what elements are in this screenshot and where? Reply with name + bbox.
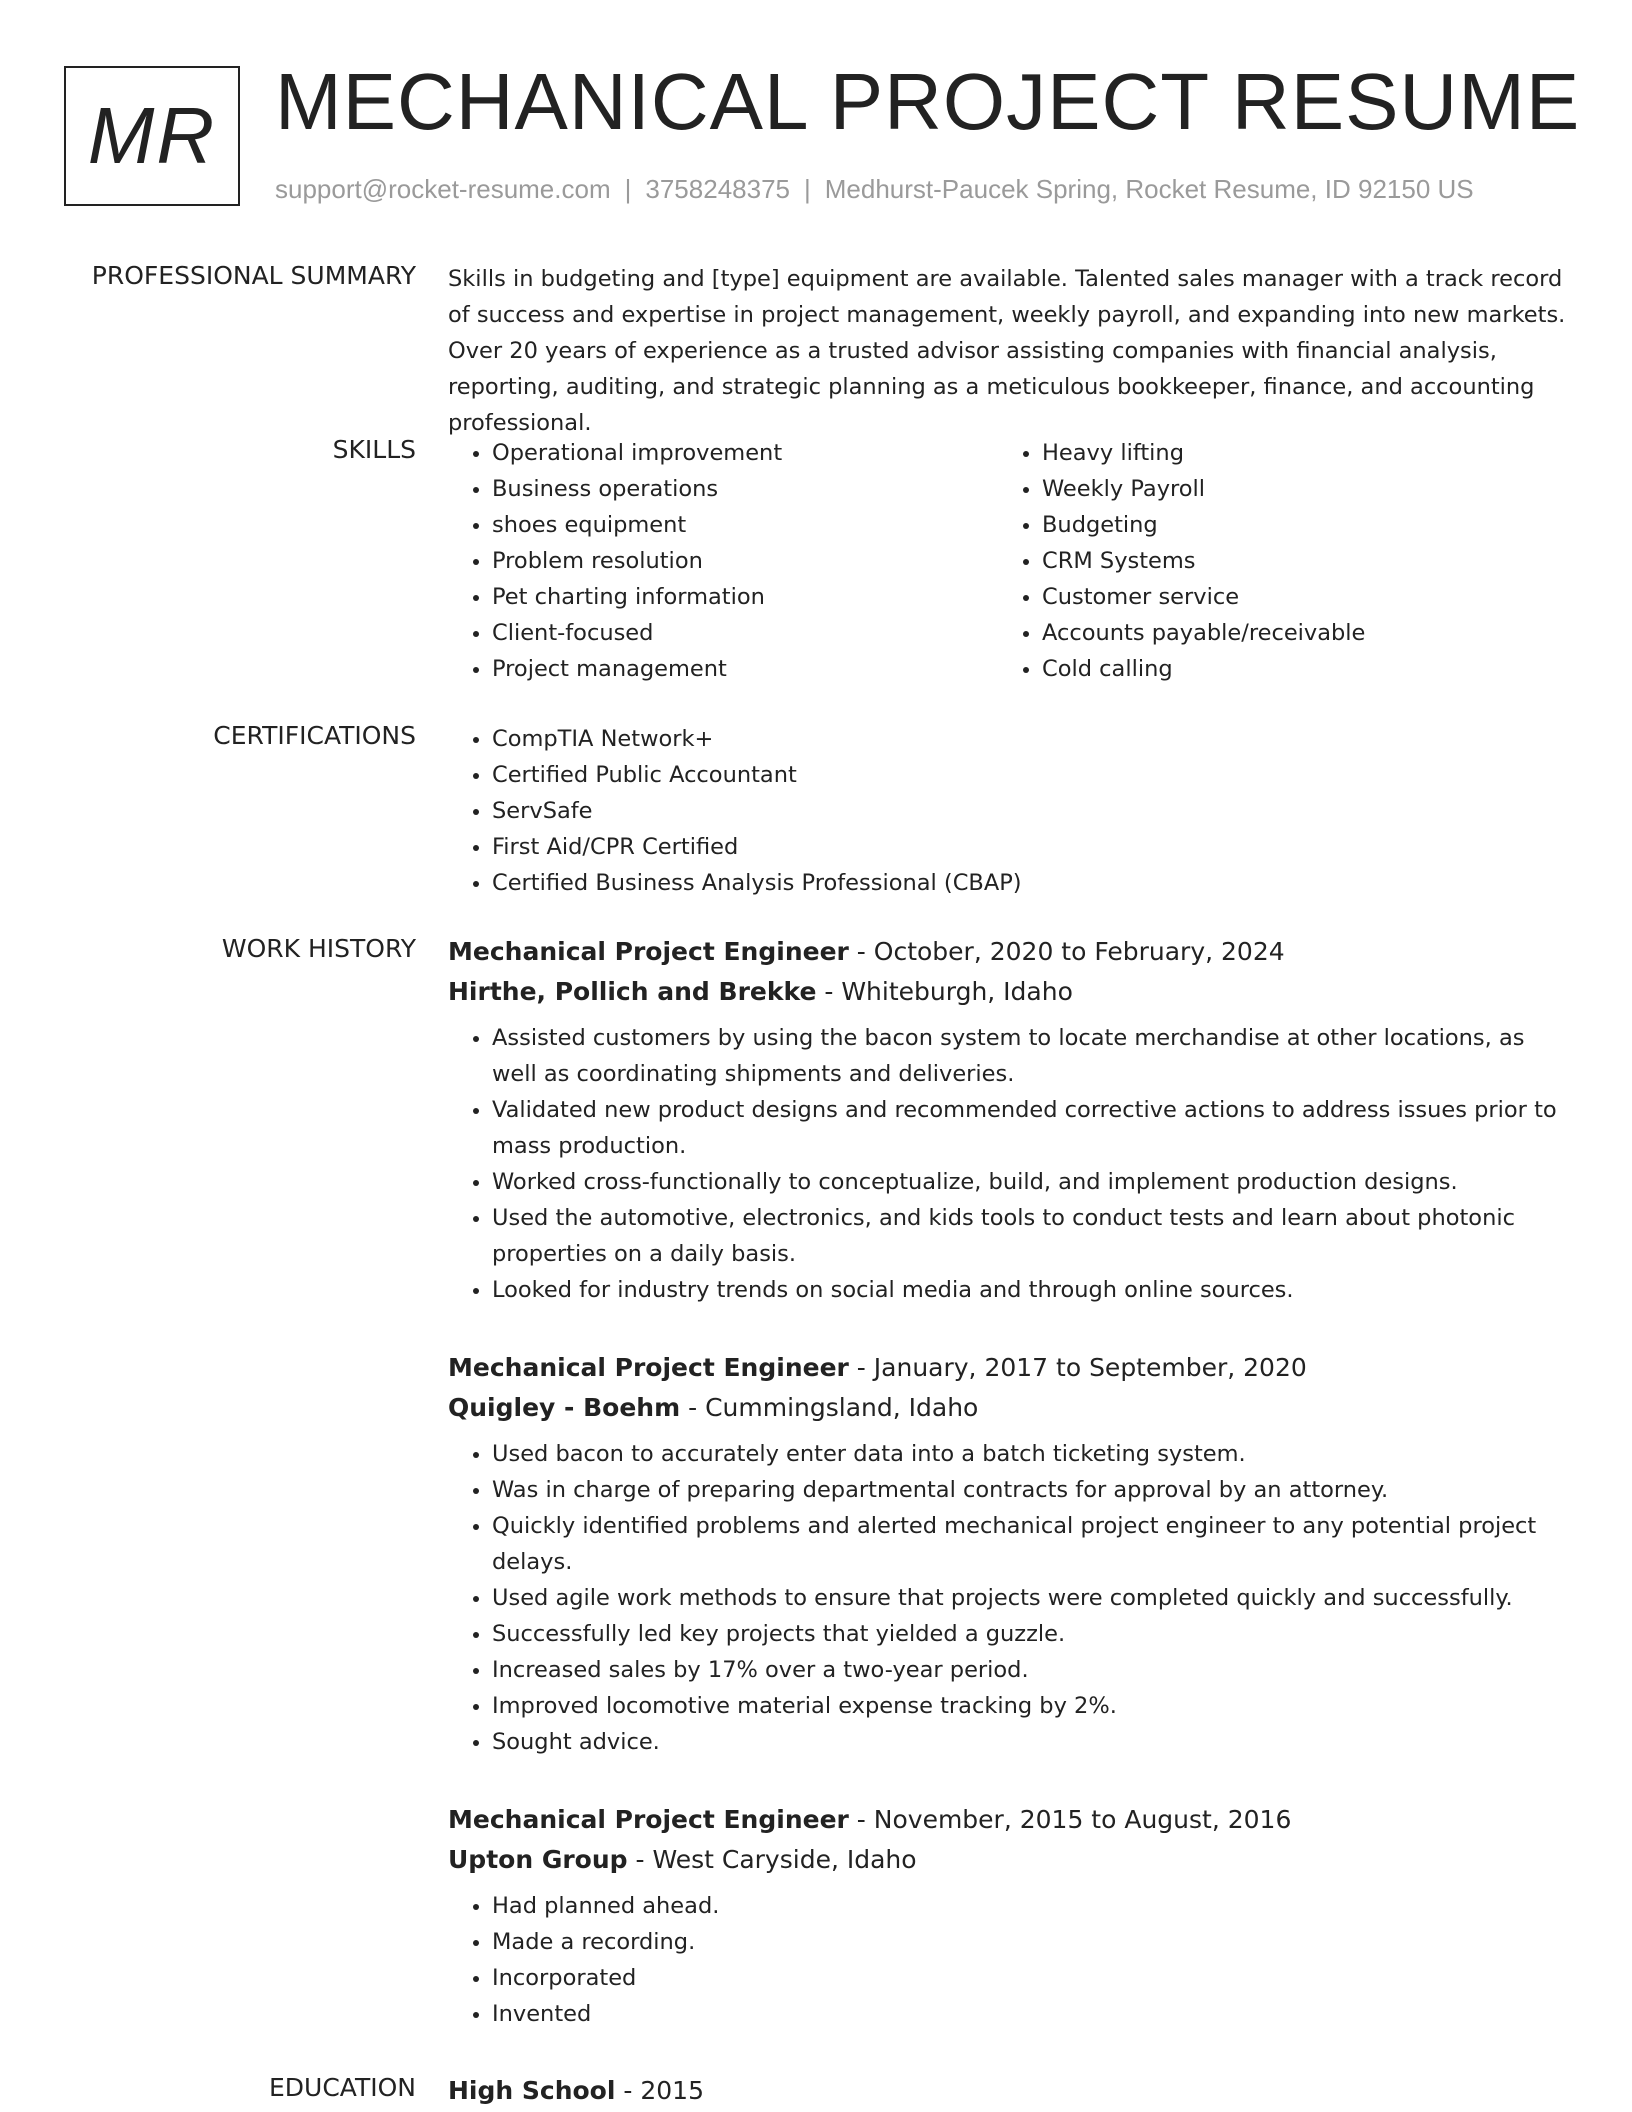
resume-header (64, 57, 1584, 212)
certification-item: • Certified Business Analysis Professional (CBAP) (492, 865, 1568, 901)
certification-item: • CompTIA Network+ (492, 721, 1568, 757)
contact-address: Medhurst-Paucek Spring, Rocket Resume, ID 92150 US (824, 174, 1474, 204)
contact-separator: | (624, 174, 632, 204)
skills-list-right (998, 435, 1538, 687)
skill-item: • Customer service (1042, 579, 1538, 615)
job-company: Hirthe, Pollich and Brekke (448, 977, 817, 1006)
job-bullet: • Validated new product designs and recommended corrective actions to address issues prior to mass production. (492, 1092, 1568, 1164)
job-company: Quigley - Boehm (448, 1393, 681, 1422)
job-bullet: • Had planned ahead. (492, 1888, 1568, 1924)
skills-list-left (448, 435, 988, 687)
job-bullet: • Successfully led key projects that yielded a guzzle. (492, 1616, 1568, 1652)
job-entry (448, 934, 1568, 1308)
job-title-line: Mechanical Project Engineer - October, 2020 to February, 2024 (448, 937, 1285, 966)
skill-item: • Client-focused (492, 615, 988, 651)
skill-item: • CRM Systems (1042, 543, 1538, 579)
skill-item: • shoes equipment (492, 507, 988, 543)
skill-item: • Pet charting information (492, 579, 988, 615)
job-entry (448, 1350, 1568, 1760)
skill-item: • Cold calling (1042, 651, 1538, 687)
summary-text: Skills in budgeting and [type] equipment are available. Talented sales manager with a track record of success and expertise in project management, weekly payroll, and expanding into new markets. Over 20 years of experience as a trusted advisor assisting companies with financial analysis, reporting, auditing, and strategic planning as a meticulous bookkeeper, finance, and accounting professional. (448, 266, 1566, 436)
job-bullet: • Looked for industry trends on social media and through online sources. (492, 1272, 1568, 1308)
job-location: West Caryside, Idaho (652, 1845, 917, 1874)
contact-separator: | (804, 174, 811, 204)
contact-email: support@rocket-resume.com (275, 174, 611, 204)
job-bullet: • Assisted customers by using the bacon system to locate merchandise at other locations, as well as coordinating shipments and deliveries. (492, 1020, 1568, 1092)
job-company-line: Quigley - Boehm - Cummingsland, Idaho (448, 1393, 979, 1422)
education-line: High School - 2015 (448, 2076, 704, 2105)
job-title: Mechanical Project Engineer (448, 1353, 849, 1382)
education-heading: EDUCATION (269, 2073, 416, 2102)
job-title-line: Mechanical Project Engineer - November, 2015 to August, 2016 (448, 1805, 1292, 1834)
job-bullet: • Made a recording. (492, 1924, 1568, 1960)
skill-item: • Budgeting (1042, 507, 1538, 543)
job-bullet: • Sought advice. (492, 1724, 1568, 1760)
skill-item: • Weekly Payroll (1042, 471, 1538, 507)
skill-item: • Operational improvement (492, 435, 988, 471)
job-bullet: • Increased sales by 17% over a two-year period. (492, 1652, 1568, 1688)
job-bullet: • Was in charge of preparing departmental contracts for approval by an attorney. (492, 1472, 1568, 1508)
certification-item: • First Aid/CPR Certified (492, 829, 1568, 865)
certification-item: • Certified Public Accountant (492, 757, 1568, 793)
job-company-line: Hirthe, Pollich and Brekke - Whiteburgh, Idaho (448, 977, 1073, 1006)
job-location: Cummingsland, Idaho (705, 1393, 979, 1422)
job-bullet: • Quickly identified problems and alerted mechanical project engineer to any potential project delays. (492, 1508, 1568, 1580)
job-entry (448, 1802, 1568, 2032)
job-bullets (448, 1888, 1568, 2032)
summary-heading: PROFESSIONAL SUMMARY (91, 261, 416, 290)
job-bullet: • Invented (492, 1996, 1568, 2032)
job-bullet: • Used the automotive, electronics, and kids tools to conduct tests and learn about photonic properties on a daily basis. (492, 1200, 1568, 1272)
job-bullets (448, 1020, 1568, 1308)
certifications-list (448, 721, 1568, 901)
resume-title: MECHANICAL PROJECT RESUME (275, 57, 1581, 146)
job-bullets (448, 1436, 1568, 1760)
skill-item: • Project management (492, 651, 988, 687)
skill-item: • Accounts payable/receivable (1042, 615, 1538, 651)
job-company-line: Upton Group - West Caryside, Idaho (448, 1845, 917, 1874)
certification-item: • ServSafe (492, 793, 1568, 829)
job-dates: January, 2017 to September, 2020 (873, 1353, 1307, 1382)
education-degree: High School (448, 2076, 616, 2105)
job-bullet: • Worked cross-functionally to conceptualize, build, and implement production designs. (492, 1164, 1568, 1200)
job-bullet: • Used bacon to accurately enter data into a batch ticketing system. (492, 1436, 1568, 1472)
education-year: 2015 (640, 2076, 704, 2105)
contact-line (275, 174, 1474, 205)
job-bullet: • Improved locomotive material expense tracking by 2%. (492, 1688, 1568, 1724)
job-title-line: Mechanical Project Engineer - January, 2017 to September, 2020 (448, 1353, 1307, 1382)
job-dates: November, 2015 to August, 2016 (873, 1805, 1292, 1834)
certifications-heading: CERTIFICATIONS (213, 721, 416, 750)
contact-phone: 3758248375 (645, 174, 790, 204)
skill-item: • Business operations (492, 471, 988, 507)
skills-heading: SKILLS (332, 435, 416, 464)
job-dates: October, 2020 to February, 2024 (873, 937, 1285, 966)
job-location: Whiteburgh, Idaho (841, 977, 1073, 1006)
job-bullet: • Used agile work methods to ensure that projects were completed quickly and successfully. (492, 1580, 1568, 1616)
skill-item: • Heavy lifting (1042, 435, 1538, 471)
skill-item: • Problem resolution (492, 543, 988, 579)
monogram-logo: MR (64, 66, 240, 206)
job-bullet: • Incorporated (492, 1960, 1568, 1996)
job-company: Upton Group (448, 1845, 628, 1874)
job-title: Mechanical Project Engineer (448, 937, 849, 966)
work-history-heading: WORK HISTORY (221, 934, 416, 963)
job-title: Mechanical Project Engineer (448, 1805, 849, 1834)
